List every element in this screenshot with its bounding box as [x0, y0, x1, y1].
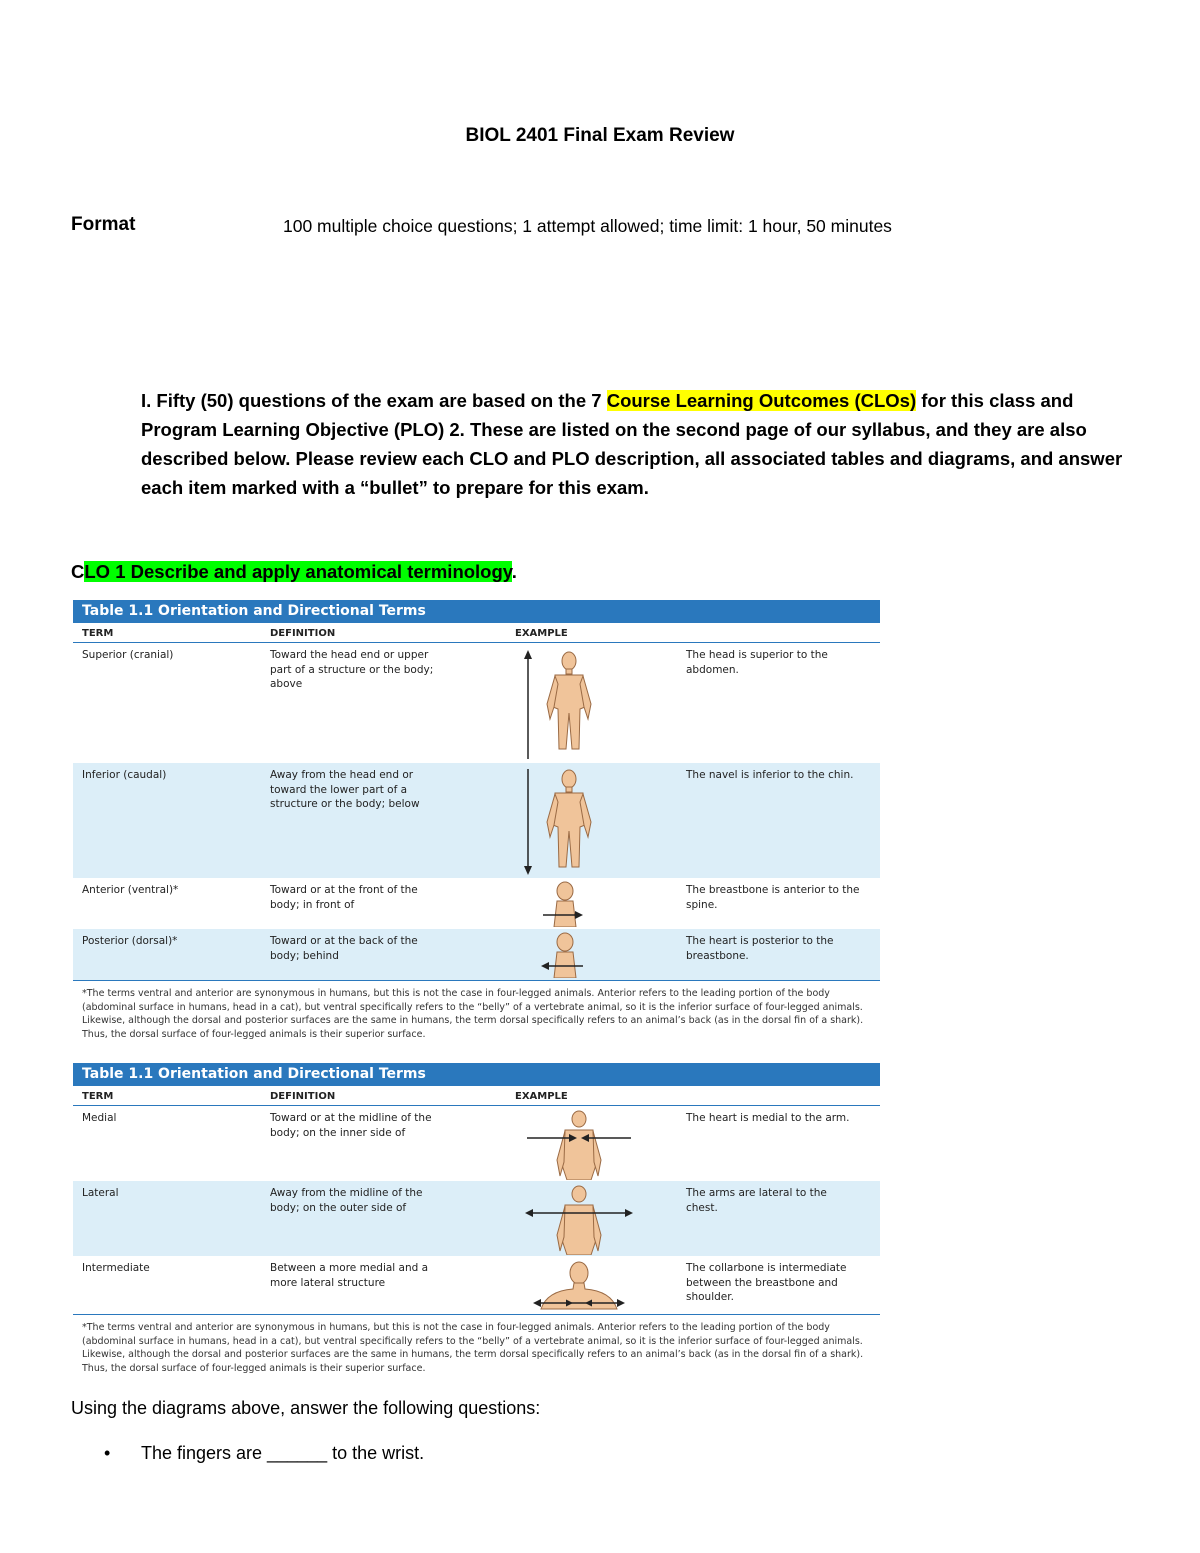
definition-cell: Between a more medial and a more lateral structure [270, 1262, 429, 1289]
clo1-lead: C [71, 561, 85, 582]
definition-cell: Away from the midline of the body; on the outer side of [270, 1187, 423, 1214]
page-title: BIOL 2401 Final Exam Review [465, 125, 735, 146]
table-row-medial [73, 1106, 880, 1181]
table-title: Table 1.1 Orientation and Directional Terms [73, 1063, 880, 1086]
table-header-row [73, 1086, 880, 1106]
example-cell: The navel is inferior to the chin. [686, 769, 854, 781]
medial-back-figure-icon [513, 1110, 643, 1180]
lateral-back-figure-icon [513, 1185, 643, 1255]
table-footnote: *The terms ventral and anterior are synonymous in humans, but this is not the case in four-legged animals. Anterior refers to the leading portion of the body (abdominal surface in humans, head in a cat), but ventral specifically refers to the “belly” of a vertebrate animal, so it is the inferior surface of four-legged animals. Likewise, although the dorsal and posterior surfaces are the same in humans, the term dorsal specifically refers to an animal’s back (as in the dorsal fin of a shark). Thus, the dorsal surface of four-legged animals is their superior surface. [82, 1322, 864, 1374]
example-cell: The head is superior to the abdomen. [686, 649, 828, 676]
definition-cell: Toward or at the front of the body; in front of [270, 884, 418, 911]
directional-terms-table-2 [73, 1063, 880, 1375]
example-cell: The heart is medial to the arm. [686, 1112, 850, 1124]
intro-text-after: for this class and Program Learning Objective (PLO) 2. These are listed on the second page of our syllabus, and they are also described below. Please review each CLO and PLO description, all associated tables and diagrams, and answer each item marked with a “bullet” to prepare for this exam. [141, 390, 1123, 498]
example-cell: The arms are lateral to the chest. [686, 1187, 827, 1214]
definition-cell: Away from the head end or toward the lower part of a structure or the body; below [270, 769, 420, 810]
definition-cell: Toward the head end or upper part of a structure or the body; above [270, 649, 434, 690]
clo1-heading [71, 561, 517, 583]
clo-highlight: Course Learning Outcomes (CLOs) [606, 390, 917, 411]
table-title: Table 1.1 Orientation and Directional Terms [73, 600, 880, 623]
posterior-profile-figure-icon [513, 932, 643, 978]
format-value: 100 multiple choice questions; 1 attempt allowed; time limit: 1 hour, 50 minutes [283, 216, 892, 236]
format-label: Format [71, 214, 136, 235]
term-cell: Medial [82, 1112, 117, 1124]
example-cell: The breastbone is anterior to the spine. [686, 884, 860, 911]
term-cell: Inferior (caudal) [82, 769, 167, 781]
column-header-example: EXAMPLE [515, 628, 568, 639]
table-row-posterior [73, 929, 880, 980]
clo1-highlight: LO 1 Describe and apply anatomical terminology [84, 561, 512, 582]
intermediate-shoulders-figure-icon [513, 1261, 643, 1313]
question-item: The fingers are ______ to the wrist. [141, 1443, 425, 1463]
definition-cell: Toward or at the midline of the body; on the inner side of [270, 1112, 432, 1139]
table-row-lateral [73, 1181, 880, 1256]
column-header-term: TERM [82, 1091, 114, 1102]
bullet-icon: • [104, 1443, 111, 1463]
table-row-superior [73, 643, 880, 763]
definition-cell: Toward or at the back of the body; behind [270, 935, 418, 962]
column-header-term: TERM [82, 628, 114, 639]
example-cell: The collarbone is intermediate between the breastbone and shoulder. [686, 1262, 847, 1303]
directional-terms-table-1 [73, 600, 880, 1041]
term-cell: Anterior (ventral)* [82, 884, 179, 896]
term-cell: Posterior (dorsal)* [82, 935, 178, 947]
term-cell: Superior (cranial) [82, 649, 174, 661]
questions-intro: Using the diagrams above, answer the following questions: [71, 1398, 541, 1418]
column-header-definition: DEFINITION [270, 628, 336, 639]
table-footnote: *The terms ventral and anterior are synonymous in humans, but this is not the case in four-legged animals. Anterior refers to the leading portion of the body (abdominal surface in humans, head in a cat), but ventral specifically refers to the “belly” of a vertebrate animal, so it is the inferior surface of four-legged animals. Likewise, although the dorsal and posterior surfaces are the same in humans, the term dorsal specifically refers to an animal’s back (as in the dorsal fin of a shark). Thus, the dorsal surface of four-legged animals is their superior surface. [82, 988, 864, 1040]
superior-body-figure-icon [513, 649, 643, 761]
intro-paragraph [141, 386, 1141, 502]
anterior-profile-figure-icon [513, 881, 643, 927]
column-header-definition: DEFINITION [270, 1091, 336, 1102]
clo1-trail: . [511, 561, 517, 582]
column-header-example: EXAMPLE [515, 1091, 568, 1102]
table-header-row [73, 623, 880, 643]
example-cell: The heart is posterior to the breastbone. [686, 935, 834, 962]
table-row-intermediate [73, 1256, 880, 1314]
inferior-body-figure-icon [513, 765, 643, 877]
table-row-inferior [73, 763, 880, 878]
table-row-anterior [73, 878, 880, 929]
term-cell: Lateral [82, 1187, 119, 1199]
intro-text-before: I. Fifty (50) questions of the exam are based on the 7 [141, 390, 607, 411]
term-cell: Intermediate [82, 1262, 150, 1274]
